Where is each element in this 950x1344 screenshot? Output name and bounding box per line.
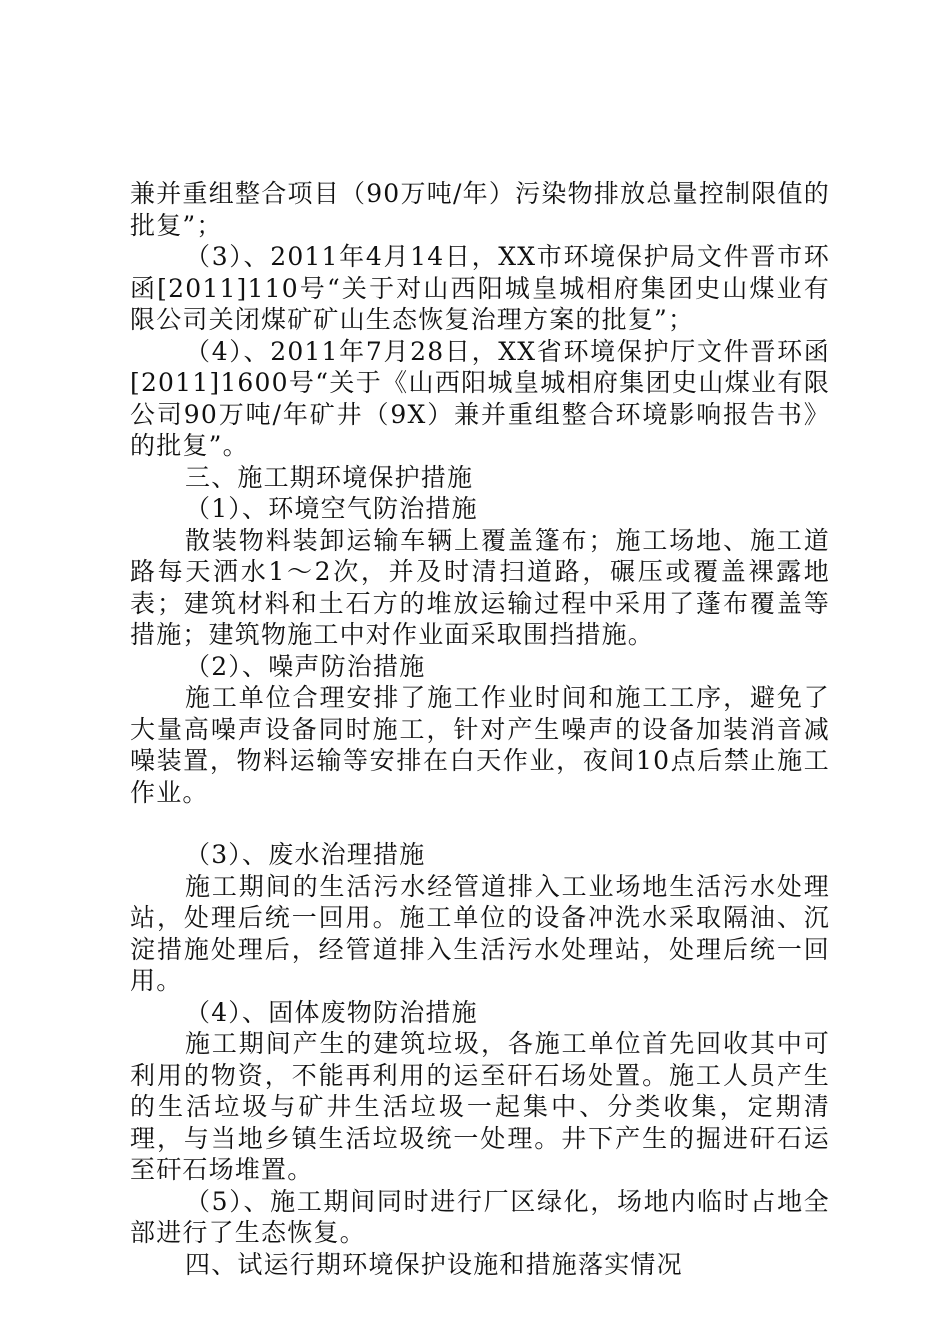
subheading-noise-measures: （2）、噪声防治措施 <box>185 651 426 681</box>
subheading-solid-waste-measures: （4）、固体废物防治措施 <box>185 997 478 1027</box>
subheading-air-measures: （1）、环境空气防治措施 <box>185 494 478 523</box>
paragraph-approval-continuation: 兼并重组整合项目（90万吨/年）污染物排放总量控制限值的批复”； <box>130 179 830 240</box>
document-body <box>130 178 830 1280</box>
paragraph-solid-waste-measures: 施工期间产生的建筑垃圾，各施工单位首先回收其中可利用的物资，不能再利用的运至矸石场处置。施工人员产生的生活垃圾与矿井生活垃圾一起集中、分类收集，定期清理，与当地乡镇生活垃圾统一处理。井下产生的掘进矸石运至矸石场堆置。 <box>130 1029 830 1184</box>
paragraph-greening-measures: （5）、施工期间同时进行厂区绿化，场地内临时占地全部进行了生态恢复。 <box>130 1186 830 1247</box>
paragraph-item-3-approval: （3）、2011年4月14日，XX市环境保护局文件晋市环函[2011]110号“关于对山西阳城皇城相府集团史山煤业有限公司关闭煤矿矿山生态恢复治理方案的批复”； <box>130 242 830 334</box>
paragraph-wastewater-measures: 施工期间的生活污水经管道排入工业场地生活污水处理站，处理后统一回用。施工单位的设备冲洗水采取隔油、沉淀措施处理后，经管道排入生活污水处理站，处理后统一回用。 <box>130 871 830 995</box>
section-heading-trial-operation: 四、试运行期环境保护设施和措施落实情况 <box>185 1249 683 1279</box>
paragraph-item-4-approval: （4）、2011年7月28日，XX省环境保护厅文件晋环函[2011]1600号“关于《山西阳城皇城相府集团史山煤业有限公司90万吨/年矿井（9X）兼并重组整合环境影响报告书》的批复”。 <box>130 336 830 460</box>
subheading-wastewater-measures: （3）、废水治理措施 <box>185 840 426 869</box>
section-heading-construction: 三、施工期环境保护措施 <box>185 462 474 492</box>
paragraph-noise-measures: 施工单位合理安排了施工作业时间和施工工序，避免了大量高噪声设备同时施工，针对产生噪声的设备加装消音减噪装置，物料运输等安排在白天作业，夜间10点后禁止施工作业。 <box>130 683 830 807</box>
paragraph-air-measures: 散装物料装卸运输车辆上覆盖篷布；施工场地、施工道路每天洒水1～2次，并及时清扫道路，碾压或覆盖裸露地表；建筑材料和土石方的堆放运输过程中采用了蓬布覆盖等措施；建筑物施工中对作业面采取围挡措施。 <box>130 525 830 649</box>
